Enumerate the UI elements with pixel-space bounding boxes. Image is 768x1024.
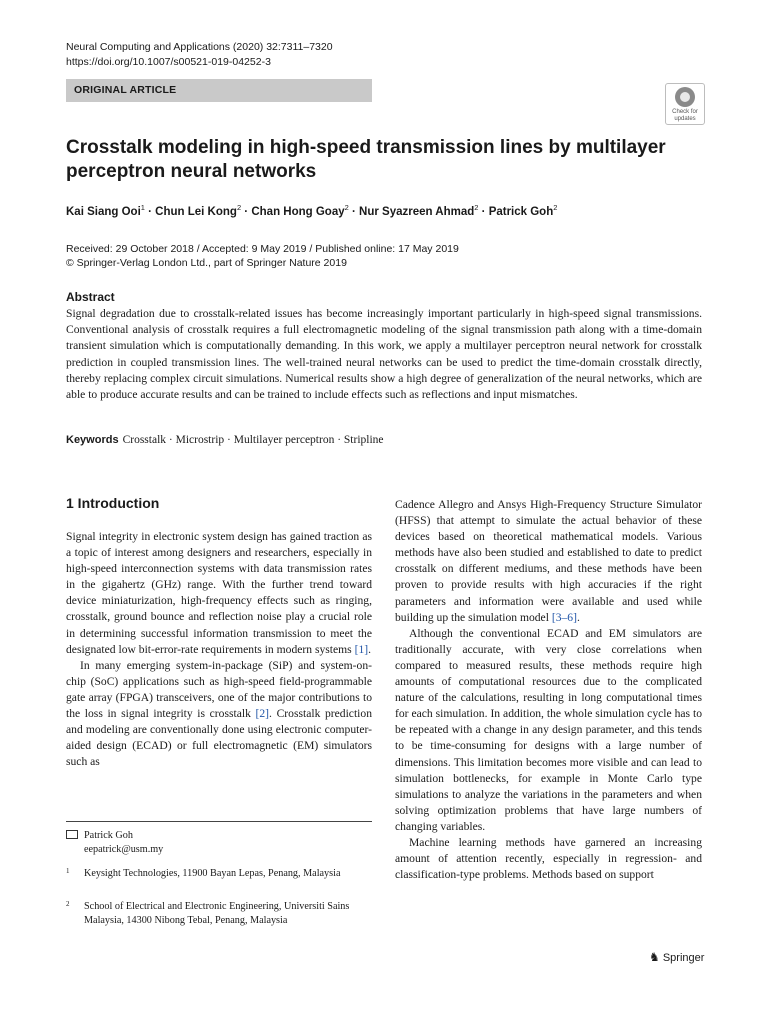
springer-horse-icon: ♞ — [649, 950, 660, 964]
corresponding-email[interactable]: eepatrick@usm.my — [84, 843, 164, 855]
paragraph: Signal integrity in electronic system design has gained traction as a topic of interest among designers and researchers, especially in high-speed interconnection systems with data transmission rates in the gigahertz (GHz) range. With the further trend toward device miniaturization, high-frequency effects such as ringing, crosstalk, ground bounce and reflection noise play a crucial role in determining successful information transmission to meet the designated low bit-error-rate requirements in modern systems [1]. — [66, 530, 372, 656]
check-updates-icon — [675, 87, 695, 107]
paragraph: Cadence Allegro and Ansys High-Frequency Structure Simulator (HFSS) that attempt to simulate the actual behavior of these devices based on theoretical mathematical models. Various methods have also been studied and established to date to predict crosstalk on different mediums, and these methods have been proven to provide results with high accuracies if the right parameters and information were available and used while building up the simulation model [3–6]. — [395, 498, 702, 624]
affiliation-text: Keysight Technologies, 11900 Bayan Lepas, Penang, Malaysia — [84, 868, 341, 879]
check-updates-label: Check for updates — [672, 109, 698, 122]
paragraph: Machine learning methods have garnered an increasing amount of attention recently, especially in regression- and classification-type problems. Methods based on support — [395, 835, 702, 882]
article-title: Crosstalk modeling in high-speed transmission lines by multilayer perceptron neural networks — [66, 137, 666, 182]
paragraph-text: . Crosstalk prediction and modeling are conventionally done using electronic computer-aided design (ECAD) or full electromagnetic (EM) simulators such as — [66, 707, 372, 769]
author-name[interactable]: Chun Lei Kong — [155, 205, 237, 218]
affiliation-number: 1 — [66, 867, 70, 875]
affiliation-text: School of Electrical and Electronic Engineering, Universiti Sains Malaysia, 14300 Nibong Tebal, Penang, Malaysia — [84, 901, 350, 926]
affiliation-marker: 1 — [140, 203, 145, 212]
publisher-logo — [649, 950, 704, 964]
affiliation-footnote — [66, 900, 356, 927]
corresponding-author: Patrick Goh — [84, 830, 133, 841]
affiliation-marker: 2 — [236, 203, 242, 212]
paragraph-text: Signal integrity in electronic system design has gained traction as a topic of interest among designers and researchers, especially in high-speed interconnection systems with data transmission rates in the gigahertz (GHz) range. With the further trend toward device miniaturization, high-frequency effects such as ringing, crosstalk, ground bounce and reflection noise play a crucial role in determining successful information transmission to meet the designated low bit-error-rate requirements in modern systems — [66, 530, 372, 656]
journal-header — [66, 40, 333, 70]
doi-link[interactable]: https://doi.org/10.1007/s00521-019-04252-3 — [66, 56, 271, 68]
envelope-icon — [66, 830, 78, 839]
citation-link[interactable]: [2] — [255, 707, 270, 721]
author-name[interactable]: Nur Syazreen Ahmad — [359, 205, 475, 218]
affiliation-marker: 2 — [344, 203, 349, 212]
paragraph: Although the conventional ECAD and EM simulators are traditionally accurate, with very close correlations when compared to measured results, these methods require high amounts of computational resources due to the complicated nature of the calculations, resulting in long computational times for each simulation. In addition, the whole simulation cycle has to be repeated with a change in any design parameter, and this tends to be time-consuming for designs with a large number of dimensions. This limitation becomes more visible and can lead to simulation bottlenecks, for example in Monte Carlo type simulations to analyze the variations in the parameters and when solving optimization problems that have large numbers of changing variables. — [395, 626, 702, 833]
affiliation-footnote — [66, 867, 356, 881]
paragraph-text: In many emerging system-in-package (SiP) and system-on-chip (SoC) applications such as high-speed field-programmable gate array (FPGA) transceivers, one of the major contributions to the loss in signal integrity is crosstalk — [66, 658, 372, 721]
section-heading: 1 Introduction — [66, 495, 160, 511]
author-name[interactable]: Patrick Goh — [488, 205, 554, 218]
author-list: Kai Siang Ooi$^1$ · Chun Lei Kong$^2$ · Chan Hong Goay$^2$ · Nur Syazreen Ahmad$^2$ · Patrick Goh$^2$ — [66, 203, 558, 218]
check-for-updates-badge[interactable] — [665, 83, 705, 125]
paragraph-text: Cadence Allegro and Ansys High-Frequency Structure Simulator (HFSS) that attempt to simulate the actual behavior of these devices based on theoretical mathematical models. Various methods have also been studied and established to date to predict crosstalk on different mediums, and these methods have been proven to provide results with high accuracies if the right parameters and information were available and used while building up the simulation model — [395, 498, 702, 624]
footnote-divider — [66, 821, 372, 822]
publication-dates — [66, 242, 459, 270]
affiliation-marker: 2 — [474, 203, 479, 212]
left-column — [66, 529, 372, 770]
right-column — [395, 497, 702, 883]
correspondence-footnote — [66, 829, 372, 856]
citation-link[interactable]: [3–6] — [551, 610, 577, 624]
affiliation-number: 2 — [66, 900, 70, 908]
paragraph — [66, 658, 372, 771]
publisher-name: Springer — [662, 952, 705, 964]
journal-citation: Neural Computing and Applications (2020) 32:7311–7320 — [66, 41, 333, 53]
affiliation-marker: 2 — [553, 203, 558, 212]
abstract-heading: Abstract — [66, 290, 115, 304]
citation-link[interactable]: [1] — [354, 642, 369, 656]
keywords-list: Crosstalk · Microstrip · Multilayer perceptron · Stripline — [122, 434, 384, 446]
copyright-line: © Springer-Verlag London Ltd., part of Springer Nature 2019 — [66, 257, 347, 269]
keywords — [66, 434, 384, 446]
article-type-label: ORIGINAL ARTICLE — [74, 84, 177, 96]
author-name[interactable]: Kai Siang Ooi — [66, 205, 141, 218]
keywords-label: Keywords — [66, 434, 119, 446]
history-dates: Received: 29 October 2018 / Accepted: 9 May 2019 / Published online: 17 May 2019 — [66, 243, 459, 255]
article-type-band — [66, 79, 372, 102]
abstract-text: Signal degradation due to crosstalk-related issues has become increasingly important particularly in high-speed signal transmissions. Conventional analysis of crosstalk requires a full electromagnetic modeling of the signal transmission path along with a time-domain transient simulation which is computationally demanding. In this work, we apply a multilayer perceptron neural network for crosstalk prediction in coupled transmission lines. The well-trained neural networks can be used to predict the time-domain crosstalk directly, thereby replacing complex circuit simulations. Numerical results show a high degree of generalization of the neural networks, which are able to produce accurate results and can be trained to include effects such as reflections and input mismatches. — [66, 307, 702, 402]
author-name[interactable]: Chan Hong Goay — [251, 205, 345, 218]
